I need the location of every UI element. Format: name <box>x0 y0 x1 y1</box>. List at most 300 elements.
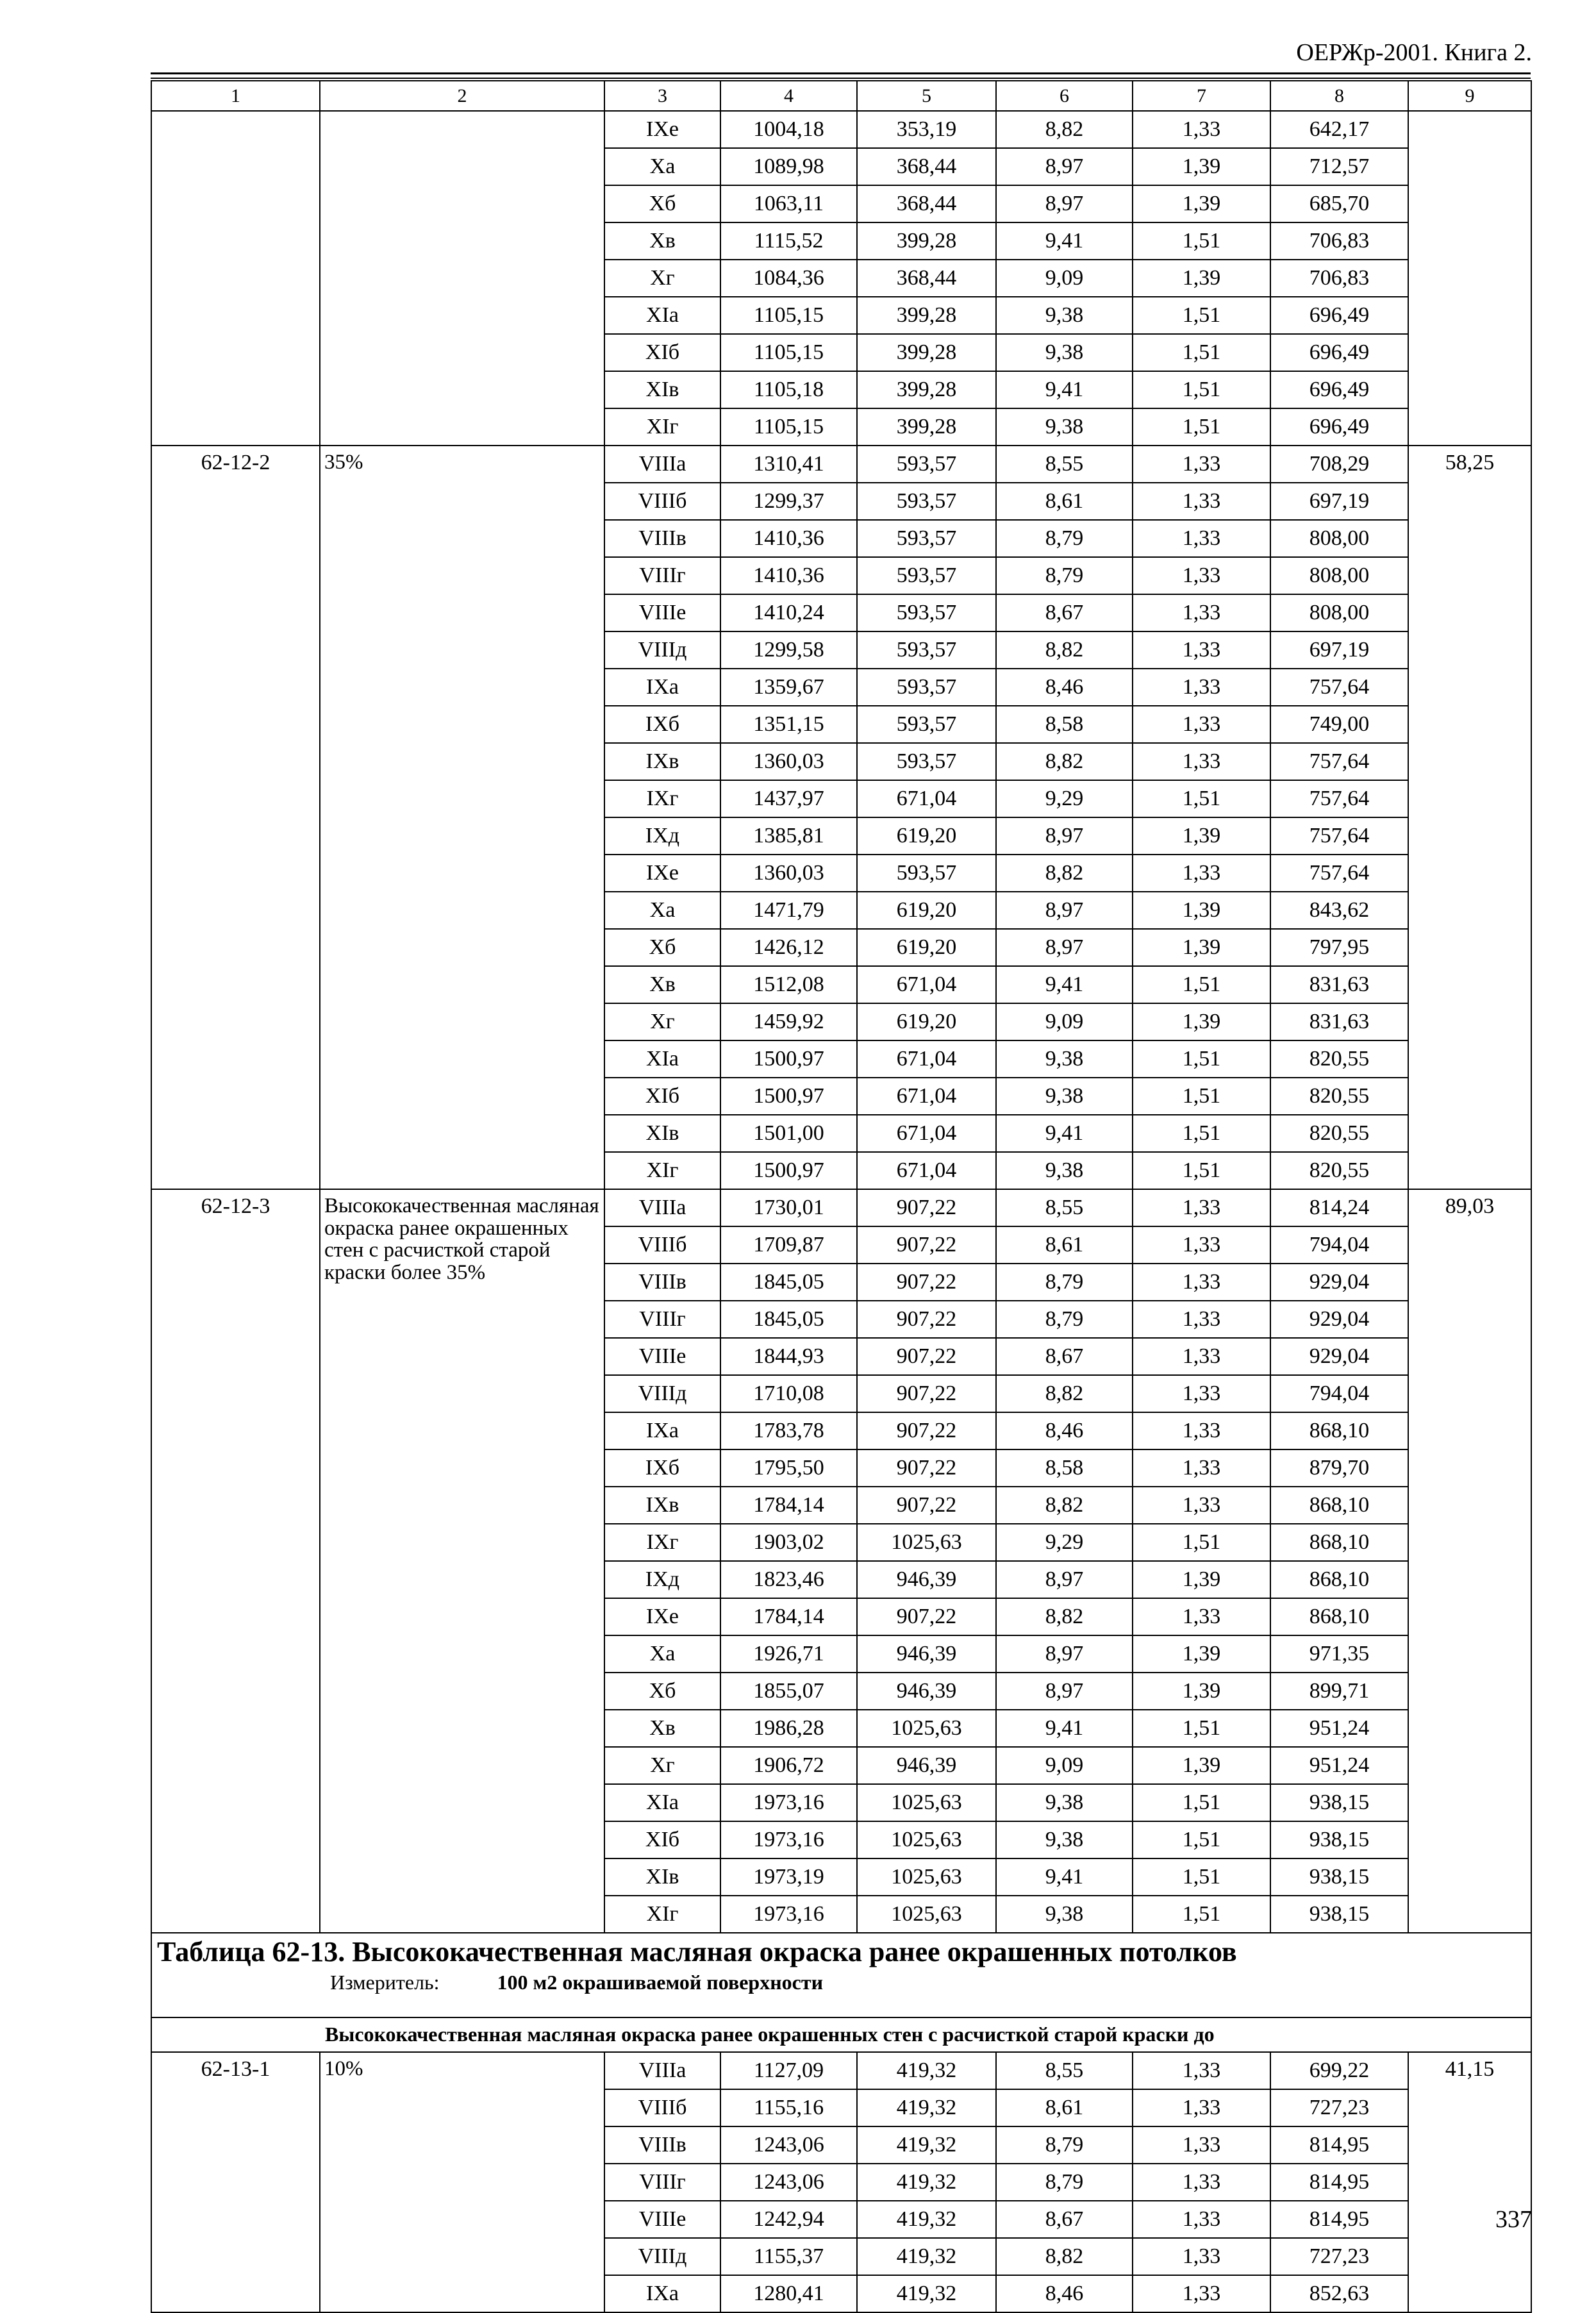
value-col-6: 9,38 <box>996 1078 1133 1115</box>
value-col-5: 593,57 <box>857 557 996 594</box>
value-col-7: 1,33 <box>1133 557 1270 594</box>
value-col-6: 9,38 <box>996 1784 1133 1821</box>
value-col-4: 1105,15 <box>720 408 857 446</box>
value-col-4: 1359,67 <box>720 669 857 706</box>
value-col-5: 907,22 <box>857 1226 996 1264</box>
region-class: IXе <box>604 1598 720 1635</box>
value-col-8: 929,04 <box>1270 1264 1408 1301</box>
value-col-7: 1,51 <box>1133 1821 1270 1858</box>
region-class: IXг <box>604 780 720 817</box>
region-class: XIг <box>604 1896 720 1933</box>
value-col-6: 9,29 <box>996 780 1133 817</box>
value-col-7: 1,39 <box>1133 929 1270 966</box>
value-col-6: 8,97 <box>996 1561 1133 1598</box>
region-class: XIв <box>604 371 720 408</box>
value-col-9 <box>1408 111 1531 446</box>
value-col-4: 1973,16 <box>720 1896 857 1933</box>
value-col-6: 8,58 <box>996 1449 1133 1487</box>
value-col-6: 8,67 <box>996 594 1133 631</box>
region-class: XIг <box>604 408 720 446</box>
value-col-4: 1155,16 <box>720 2089 857 2126</box>
region-class: VIIIв <box>604 520 720 557</box>
value-col-4: 1500,97 <box>720 1152 857 1189</box>
value-col-8: 814,24 <box>1270 1189 1408 1226</box>
value-col-8: 708,29 <box>1270 446 1408 483</box>
value-col-5: 399,28 <box>857 334 996 371</box>
rate-code: 62-12-3 <box>151 1189 320 1933</box>
value-col-5: 419,32 <box>857 2089 996 2126</box>
region-class: VIIIа <box>604 446 720 483</box>
value-col-6: 8,46 <box>996 1412 1133 1449</box>
value-col-5: 619,20 <box>857 1003 996 1040</box>
table-body-62-13 <box>151 2052 1531 2312</box>
value-col-4: 1351,15 <box>720 706 857 743</box>
value-col-5: 419,32 <box>857 2052 996 2089</box>
value-col-7: 1,39 <box>1133 1561 1270 1598</box>
region-class: VIIIб <box>604 483 720 520</box>
region-class: Xв <box>604 1710 720 1747</box>
value-col-6: 8,97 <box>996 185 1133 222</box>
value-col-7: 1,33 <box>1133 1598 1270 1635</box>
value-col-4: 1004,18 <box>720 111 857 148</box>
value-col-8: 929,04 <box>1270 1338 1408 1375</box>
table-row <box>151 2052 1531 2089</box>
value-col-8: 794,04 <box>1270 1226 1408 1264</box>
value-col-5: 671,04 <box>857 1115 996 1152</box>
region-class: XIа <box>604 1040 720 1078</box>
value-col-4: 1783,78 <box>720 1412 857 1449</box>
value-col-7: 1,39 <box>1133 892 1270 929</box>
value-col-6: 8,97 <box>996 1673 1133 1710</box>
region-class: VIIIа <box>604 2052 720 2089</box>
value-col-4: 1903,02 <box>720 1524 857 1561</box>
region-class: VIIIе <box>604 1338 720 1375</box>
value-col-7: 1,33 <box>1133 2052 1270 2089</box>
value-col-5: 907,22 <box>857 1264 996 1301</box>
value-col-5: 907,22 <box>857 1189 996 1226</box>
value-col-7: 1,51 <box>1133 1784 1270 1821</box>
region-class: VIIIг <box>604 557 720 594</box>
value-col-6: 8,97 <box>996 892 1133 929</box>
value-col-6: 8,61 <box>996 483 1133 520</box>
value-col-7: 1,39 <box>1133 1635 1270 1673</box>
value-col-7: 1,51 <box>1133 1524 1270 1561</box>
value-col-4: 1823,46 <box>720 1561 857 1598</box>
region-class: IXв <box>604 1487 720 1524</box>
value-col-5: 946,39 <box>857 1635 996 1673</box>
column-number: 1 <box>151 81 320 111</box>
value-col-6: 9,41 <box>996 222 1133 260</box>
value-col-5: 593,57 <box>857 594 996 631</box>
column-number: 5 <box>857 81 996 111</box>
value-col-4: 1410,24 <box>720 594 857 631</box>
value-col-5: 1025,63 <box>857 1710 996 1747</box>
value-col-8: 852,63 <box>1270 2275 1408 2312</box>
value-col-6: 8,79 <box>996 557 1133 594</box>
value-col-5: 946,39 <box>857 1673 996 1710</box>
value-col-4: 1512,08 <box>720 966 857 1003</box>
column-number: 7 <box>1133 81 1270 111</box>
value-col-6: 9,41 <box>996 1115 1133 1152</box>
value-col-5: 619,20 <box>857 817 996 855</box>
column-number: 2 <box>320 81 604 111</box>
value-col-4: 1242,94 <box>720 2201 857 2238</box>
value-col-6: 8,82 <box>996 855 1133 892</box>
value-col-8: 794,04 <box>1270 1375 1408 1412</box>
value-col-7: 1,51 <box>1133 222 1270 260</box>
value-col-4: 1795,50 <box>720 1449 857 1487</box>
value-col-4: 1437,97 <box>720 780 857 817</box>
value-col-4: 1410,36 <box>720 557 857 594</box>
value-col-4: 1360,03 <box>720 743 857 780</box>
value-col-8: 757,64 <box>1270 817 1408 855</box>
value-col-6: 8,79 <box>996 520 1133 557</box>
value-col-8: 808,00 <box>1270 594 1408 631</box>
value-col-7: 1,51 <box>1133 966 1270 1003</box>
region-class: VIIIв <box>604 1264 720 1301</box>
value-col-7: 1,33 <box>1133 1412 1270 1449</box>
value-col-4: 1501,00 <box>720 1115 857 1152</box>
value-col-4: 1299,37 <box>720 483 857 520</box>
value-col-5: 593,57 <box>857 706 996 743</box>
value-col-5: 419,32 <box>857 2126 996 2164</box>
value-col-5: 907,22 <box>857 1449 996 1487</box>
value-col-6: 9,09 <box>996 260 1133 297</box>
value-col-5: 399,28 <box>857 222 996 260</box>
value-col-7: 1,39 <box>1133 260 1270 297</box>
work-description: 10% <box>320 2052 604 2312</box>
value-col-7: 1,33 <box>1133 594 1270 631</box>
value-col-7: 1,33 <box>1133 706 1270 743</box>
value-col-7: 1,51 <box>1133 780 1270 817</box>
value-col-5: 907,22 <box>857 1301 996 1338</box>
region-class: XIб <box>604 1821 720 1858</box>
value-col-4: 1115,52 <box>720 222 857 260</box>
measure-label: Измеритель: <box>330 1971 440 1994</box>
value-col-8: 938,15 <box>1270 1784 1408 1821</box>
table-row <box>151 1189 1531 1226</box>
region-class: VIIIб <box>604 1226 720 1264</box>
subheading: Высококачественная масляная окраска ранее окрашенных стен с расчисткой старой краски до <box>151 2017 1531 2052</box>
region-class: IXа <box>604 669 720 706</box>
value-col-5: 419,32 <box>857 2275 996 2312</box>
value-col-8: 868,10 <box>1270 1598 1408 1635</box>
value-col-6: 8,61 <box>996 2089 1133 2126</box>
region-class: Xг <box>604 1747 720 1784</box>
value-col-6: 9,29 <box>996 1524 1133 1561</box>
value-col-4: 1973,19 <box>720 1858 857 1896</box>
rate-code <box>151 111 320 446</box>
value-col-4: 1063,11 <box>720 185 857 222</box>
value-col-7: 1,33 <box>1133 1264 1270 1301</box>
value-col-7: 1,33 <box>1133 2238 1270 2275</box>
value-col-6: 8,82 <box>996 2238 1133 2275</box>
value-col-7: 1,39 <box>1133 817 1270 855</box>
value-col-5: 907,22 <box>857 1487 996 1524</box>
value-col-6: 8,55 <box>996 2052 1133 2089</box>
table-body-62-12 <box>151 111 1531 1933</box>
value-col-5: 399,28 <box>857 408 996 446</box>
value-col-8: 868,10 <box>1270 1412 1408 1449</box>
value-col-4: 1784,14 <box>720 1598 857 1635</box>
region-class: IXа <box>604 2275 720 2312</box>
running-title: ОЕРЖр-2001. Книга 2. <box>1296 39 1532 66</box>
region-class: Xа <box>604 892 720 929</box>
value-col-5: 353,19 <box>857 111 996 148</box>
value-col-7: 1,39 <box>1133 1747 1270 1784</box>
value-col-8: 757,64 <box>1270 669 1408 706</box>
subheading-row <box>151 2017 1531 2052</box>
value-col-6: 8,82 <box>996 1598 1133 1635</box>
work-description: Высококачественная масляная окраска ранее окрашенных стен с расчисткой старой краски более 35% <box>320 1189 604 1933</box>
value-col-6: 8,58 <box>996 706 1133 743</box>
column-number: 4 <box>720 81 857 111</box>
value-col-7: 1,33 <box>1133 631 1270 669</box>
value-col-5: 671,04 <box>857 1152 996 1189</box>
value-col-7: 1,33 <box>1133 1375 1270 1412</box>
region-class: XIа <box>604 1784 720 1821</box>
region-class: IXг <box>604 1524 720 1561</box>
value-col-7: 1,39 <box>1133 1003 1270 1040</box>
value-col-8: 696,49 <box>1270 408 1408 446</box>
value-col-5: 593,57 <box>857 483 996 520</box>
value-col-5: 1025,63 <box>857 1821 996 1858</box>
value-col-9: 89,03 <box>1408 1189 1531 1933</box>
value-col-6: 9,09 <box>996 1003 1133 1040</box>
value-col-5: 946,39 <box>857 1747 996 1784</box>
region-class: IXе <box>604 111 720 148</box>
value-col-4: 1243,06 <box>720 2126 857 2164</box>
value-col-4: 1471,79 <box>720 892 857 929</box>
value-col-7: 1,33 <box>1133 2089 1270 2126</box>
region-class: XIв <box>604 1115 720 1152</box>
value-col-4: 1105,18 <box>720 371 857 408</box>
value-col-8: 831,63 <box>1270 966 1408 1003</box>
value-col-4: 1844,93 <box>720 1338 857 1375</box>
value-col-4: 1155,37 <box>720 2238 857 2275</box>
value-col-8: 697,19 <box>1270 631 1408 669</box>
value-col-5: 419,32 <box>857 2238 996 2275</box>
value-col-5: 593,57 <box>857 669 996 706</box>
value-col-4: 1845,05 <box>720 1301 857 1338</box>
value-col-7: 1,33 <box>1133 855 1270 892</box>
value-col-4: 1926,71 <box>720 1635 857 1673</box>
value-col-8: 938,15 <box>1270 1821 1408 1858</box>
value-col-8: 899,71 <box>1270 1673 1408 1710</box>
measure-value: 100 м2 окрашиваемой поверхности <box>497 1971 824 1994</box>
column-number: 3 <box>604 81 720 111</box>
region-class: XIб <box>604 1078 720 1115</box>
value-col-7: 1,51 <box>1133 371 1270 408</box>
value-col-5: 419,32 <box>857 2164 996 2201</box>
value-col-7: 1,39 <box>1133 148 1270 185</box>
value-col-6: 9,41 <box>996 1710 1133 1747</box>
value-col-8: 814,95 <box>1270 2201 1408 2238</box>
region-class: VIIIе <box>604 594 720 631</box>
value-col-6: 9,38 <box>996 1821 1133 1858</box>
region-class: Xв <box>604 966 720 1003</box>
value-col-8: 971,35 <box>1270 1635 1408 1673</box>
value-col-5: 619,20 <box>857 892 996 929</box>
rates-table <box>151 80 1532 2313</box>
value-col-7: 1,33 <box>1133 1226 1270 1264</box>
value-col-8: 831,63 <box>1270 1003 1408 1040</box>
value-col-5: 671,04 <box>857 1078 996 1115</box>
value-col-5: 1025,63 <box>857 1858 996 1896</box>
region-class: XIв <box>604 1858 720 1896</box>
value-col-6: 8,97 <box>996 817 1133 855</box>
region-class: IXе <box>604 855 720 892</box>
value-col-8: 757,64 <box>1270 743 1408 780</box>
value-col-6: 9,41 <box>996 371 1133 408</box>
value-col-4: 1500,97 <box>720 1078 857 1115</box>
value-col-6: 8,82 <box>996 743 1133 780</box>
value-col-6: 9,38 <box>996 408 1133 446</box>
value-col-8: 814,95 <box>1270 2126 1408 2164</box>
work-description: 35% <box>320 446 604 1189</box>
header-rule <box>151 72 1531 79</box>
work-description <box>320 111 604 446</box>
value-col-8: 808,00 <box>1270 557 1408 594</box>
value-col-7: 1,51 <box>1133 1710 1270 1747</box>
value-col-4: 1280,41 <box>720 2275 857 2312</box>
value-col-7: 1,33 <box>1133 743 1270 780</box>
value-col-4: 1299,58 <box>720 631 857 669</box>
region-class: IXд <box>604 817 720 855</box>
table-row <box>151 111 1531 148</box>
value-col-8: 951,24 <box>1270 1747 1408 1784</box>
value-col-6: 8,97 <box>996 1635 1133 1673</box>
value-col-5: 1025,63 <box>857 1896 996 1933</box>
value-col-4: 1084,36 <box>720 260 857 297</box>
value-col-8: 820,55 <box>1270 1078 1408 1115</box>
region-class: IXа <box>604 1412 720 1449</box>
value-col-8: 868,10 <box>1270 1524 1408 1561</box>
value-col-6: 8,82 <box>996 1487 1133 1524</box>
value-col-4: 1986,28 <box>720 1710 857 1747</box>
value-col-7: 1,33 <box>1133 111 1270 148</box>
value-col-6: 8,82 <box>996 1375 1133 1412</box>
value-col-8: 879,70 <box>1270 1449 1408 1487</box>
value-col-6: 8,82 <box>996 111 1133 148</box>
value-col-4: 1906,72 <box>720 1747 857 1784</box>
value-col-5: 671,04 <box>857 966 996 1003</box>
region-class: IXд <box>604 1561 720 1598</box>
value-col-6: 8,97 <box>996 148 1133 185</box>
value-col-5: 907,22 <box>857 1412 996 1449</box>
value-col-7: 1,33 <box>1133 669 1270 706</box>
region-class: XIа <box>604 297 720 334</box>
measure-line <box>330 1972 1525 1994</box>
value-col-8: 814,95 <box>1270 2164 1408 2201</box>
value-col-7: 1,33 <box>1133 520 1270 557</box>
value-col-6: 8,82 <box>996 631 1133 669</box>
value-col-8: 951,24 <box>1270 1710 1408 1747</box>
region-class: Xа <box>604 148 720 185</box>
value-col-6: 8,97 <box>996 929 1133 966</box>
value-col-8: 938,15 <box>1270 1896 1408 1933</box>
table-title: Таблица 62-13. Высококачественная масляная окраска ранее окрашенных потолков <box>157 1936 1237 1967</box>
region-class: VIIIб <box>604 2089 720 2126</box>
region-class: Xг <box>604 1003 720 1040</box>
value-col-7: 1,33 <box>1133 1449 1270 1487</box>
table-row <box>151 446 1531 483</box>
value-col-5: 907,22 <box>857 1375 996 1412</box>
rate-code: 62-12-2 <box>151 446 320 1189</box>
value-col-4: 1385,81 <box>720 817 857 855</box>
value-col-7: 1,33 <box>1133 483 1270 520</box>
value-col-8: 696,49 <box>1270 371 1408 408</box>
value-col-5: 907,22 <box>857 1598 996 1635</box>
value-col-7: 1,51 <box>1133 1115 1270 1152</box>
value-col-8: 685,70 <box>1270 185 1408 222</box>
value-col-8: 757,64 <box>1270 855 1408 892</box>
value-col-5: 419,32 <box>857 2201 996 2238</box>
region-class: XIб <box>604 334 720 371</box>
value-col-5: 671,04 <box>857 780 996 817</box>
value-col-7: 1,51 <box>1133 334 1270 371</box>
value-col-7: 1,33 <box>1133 2126 1270 2164</box>
value-col-7: 1,33 <box>1133 1338 1270 1375</box>
region-class: VIIIг <box>604 1301 720 1338</box>
value-col-8: 712,57 <box>1270 148 1408 185</box>
table-title-row <box>151 1933 1531 2017</box>
value-col-7: 1,51 <box>1133 1152 1270 1189</box>
value-col-5: 946,39 <box>857 1561 996 1598</box>
value-col-6: 8,55 <box>996 1189 1133 1226</box>
value-col-4: 1459,92 <box>720 1003 857 1040</box>
region-class: VIIIг <box>604 2164 720 2201</box>
value-col-8: 696,49 <box>1270 334 1408 371</box>
value-col-5: 399,28 <box>857 297 996 334</box>
value-col-8: 642,17 <box>1270 111 1408 148</box>
region-class: IXб <box>604 1449 720 1487</box>
region-class: VIIIд <box>604 2238 720 2275</box>
region-class: Xв <box>604 222 720 260</box>
value-col-6: 9,38 <box>996 297 1133 334</box>
value-col-5: 368,44 <box>857 148 996 185</box>
value-col-8: 808,00 <box>1270 520 1408 557</box>
value-col-4: 1710,08 <box>720 1375 857 1412</box>
region-class: VIIIв <box>604 2126 720 2164</box>
region-class: IXб <box>604 706 720 743</box>
column-numbers-row <box>151 81 1531 111</box>
region-class: IXв <box>604 743 720 780</box>
value-col-7: 1,33 <box>1133 1487 1270 1524</box>
value-col-7: 1,39 <box>1133 1673 1270 1710</box>
value-col-8: 938,15 <box>1270 1858 1408 1896</box>
value-col-8: 749,00 <box>1270 706 1408 743</box>
value-col-4: 1310,41 <box>720 446 857 483</box>
value-col-4: 1973,16 <box>720 1821 857 1858</box>
value-col-7: 1,51 <box>1133 1040 1270 1078</box>
region-class: VIIIд <box>604 631 720 669</box>
value-col-4: 1709,87 <box>720 1226 857 1264</box>
region-class: VIIIе <box>604 2201 720 2238</box>
value-col-7: 1,33 <box>1133 2275 1270 2312</box>
value-col-5: 593,57 <box>857 631 996 669</box>
region-class: Xб <box>604 1673 720 1710</box>
value-col-6: 9,38 <box>996 1896 1133 1933</box>
value-col-7: 1,51 <box>1133 408 1270 446</box>
value-col-8: 820,55 <box>1270 1040 1408 1078</box>
region-class: Xа <box>604 1635 720 1673</box>
region-class: VIIIд <box>604 1375 720 1412</box>
value-col-4: 1105,15 <box>720 334 857 371</box>
value-col-6: 8,79 <box>996 2126 1133 2164</box>
value-col-6: 8,79 <box>996 2164 1133 2201</box>
region-class: Xб <box>604 185 720 222</box>
